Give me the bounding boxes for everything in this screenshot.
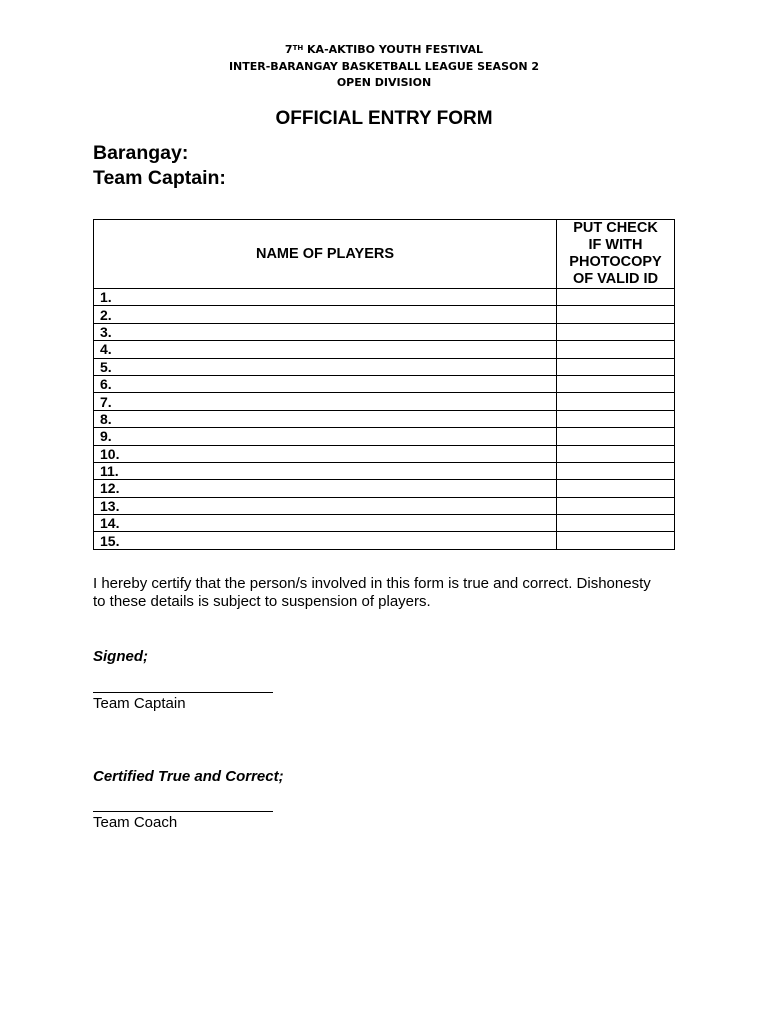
form-title: OFFICIAL ENTRY FORM <box>275 108 493 129</box>
table-row <box>94 341 675 358</box>
captain-signature-label: Team Captain <box>93 695 186 712</box>
certification-line-2: to these details is subject to suspension of players. <box>93 593 431 610</box>
valid-id-check-cell[interactable] <box>557 289 675 306</box>
valid-id-check-cell[interactable] <box>557 428 675 445</box>
player-number-cell[interactable]: 4. <box>94 341 557 358</box>
valid-id-check-cell[interactable] <box>557 497 675 514</box>
player-number-cell[interactable]: 13. <box>94 497 557 514</box>
document-header <box>0 42 768 92</box>
check-header-line-3: PHOTOCOPY <box>569 254 662 270</box>
check-header-line-1: PUT CHECK <box>573 220 658 236</box>
table-row <box>94 289 675 306</box>
check-header-line-2: IF WITH <box>588 237 643 253</box>
valid-id-check-cell[interactable] <box>557 480 675 497</box>
table-row <box>94 375 675 392</box>
player-number-cell[interactable]: 12. <box>94 480 557 497</box>
player-number-cell[interactable]: 5. <box>94 358 557 375</box>
player-number-cell[interactable]: 11. <box>94 462 557 479</box>
player-number-cell[interactable]: 2. <box>94 306 557 323</box>
signed-heading: Signed; <box>93 648 148 665</box>
player-number-cell[interactable]: 10. <box>94 445 557 462</box>
player-number-cell[interactable]: 8. <box>94 410 557 427</box>
check-header-line-4: OF VALID ID <box>572 271 659 287</box>
table-row <box>94 410 675 427</box>
certified-heading: Certified True and Correct; <box>93 768 284 785</box>
festival-title: 7TH KA-AKTIBO YOUTH FESTIVAL <box>284 43 484 56</box>
player-number-cell[interactable]: 9. <box>94 428 557 445</box>
valid-id-check-cell[interactable] <box>557 341 675 358</box>
player-number-cell[interactable]: 6. <box>94 375 557 392</box>
division-title: OPEN DIVISION <box>336 76 432 89</box>
table-header-row <box>94 220 675 289</box>
league-title: INTER-BARANGAY BASKETBALL LEAGUE SEASON 2 <box>228 59 540 73</box>
player-number-cell[interactable]: 14. <box>94 515 557 532</box>
captain-signature-line <box>93 692 273 693</box>
valid-id-check-cell[interactable] <box>557 393 675 410</box>
valid-id-check-cell[interactable] <box>557 306 675 323</box>
table-row <box>94 445 675 462</box>
certification-statement <box>93 575 683 611</box>
table-row <box>94 306 675 323</box>
valid-id-check-cell[interactable] <box>557 445 675 462</box>
player-number-cell[interactable]: 15. <box>94 532 557 549</box>
coach-signature-label: Team Coach <box>93 814 178 831</box>
valid-id-check-cell[interactable] <box>557 532 675 549</box>
table-row <box>94 480 675 497</box>
players-table <box>93 219 675 550</box>
certification-line-1: I hereby certify that the person/s involved in this form is true and correct. Dishonesty <box>93 575 651 592</box>
table-row <box>94 532 675 549</box>
player-number-cell[interactable]: 3. <box>94 323 557 340</box>
valid-id-check-cell[interactable] <box>557 323 675 340</box>
players-table-body <box>94 289 675 550</box>
table-row <box>94 462 675 479</box>
coach-signature-line <box>93 811 273 812</box>
table-row <box>94 515 675 532</box>
valid-id-check-header <box>557 220 675 289</box>
team-captain-label: Team Captain: <box>93 167 226 189</box>
table-row <box>94 323 675 340</box>
valid-id-check-cell[interactable] <box>557 515 675 532</box>
valid-id-check-cell[interactable] <box>557 375 675 392</box>
table-row <box>94 428 675 445</box>
table-row <box>94 393 675 410</box>
valid-id-check-cell[interactable] <box>557 410 675 427</box>
table-row <box>94 358 675 375</box>
table-row <box>94 497 675 514</box>
name-of-players-header: NAME OF PLAYERS <box>94 220 557 289</box>
valid-id-check-cell[interactable] <box>557 358 675 375</box>
valid-id-check-cell[interactable] <box>557 462 675 479</box>
player-number-cell[interactable]: 1. <box>94 289 557 306</box>
player-number-cell[interactable]: 7. <box>94 393 557 410</box>
barangay-label: Barangay: <box>93 142 189 164</box>
